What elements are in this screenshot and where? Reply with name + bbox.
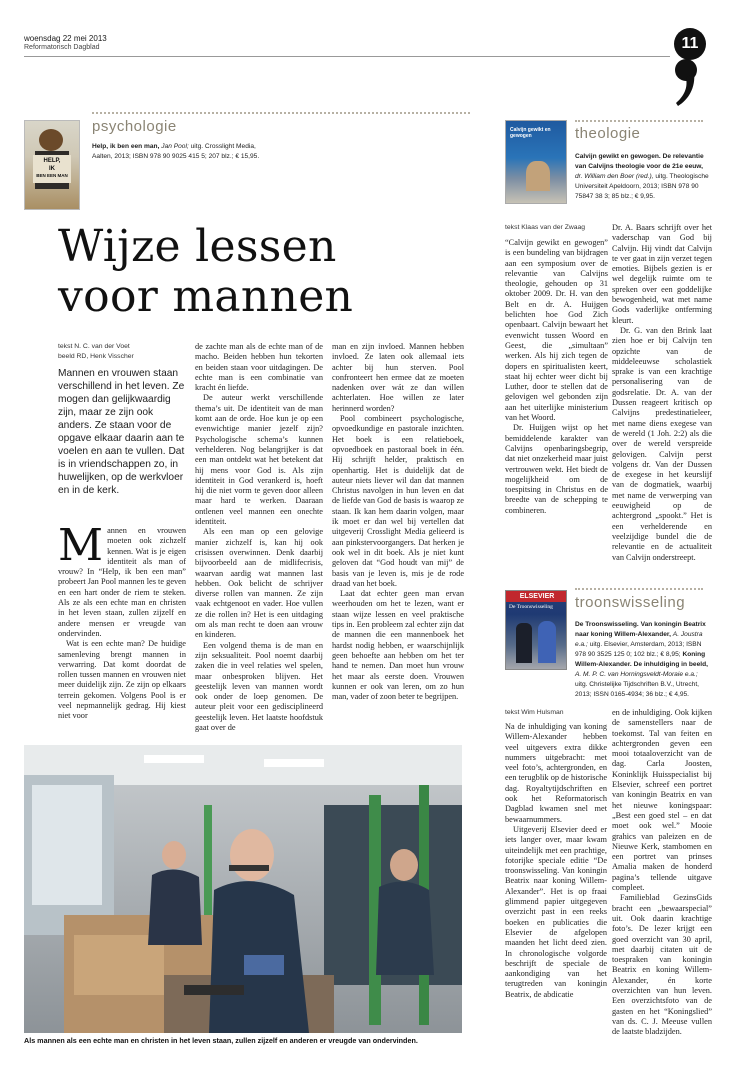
troonswisseling-cover-figure-queen (538, 621, 556, 663)
psychologie-book-details: uitg. Crosslight Media, Aalten, 2013; ISBN 978 90 9025 415 5; 207 blz.; € 15,95. (92, 143, 260, 160)
theologie-column-2 (612, 223, 712, 563)
theologie-col1-p2: Dr. Huijgen wijst op het bemiddelende karakter van Calvijns openbaringsbegrip, dat niet onzekerheid maar juist vertrouwen wekt. Het biedt de mogelijkheid om de toespitsing in Christus en de breedte van de schepping te combineren. (505, 423, 608, 515)
troonswisseling-cover-brand: ELSEVIER (506, 591, 567, 602)
article-col2-p1: de zachte man als de echte man of de macho. Beiden hebben hun tekorten en beiden staan voor uitdagingen. De echte man is een combinatie van kracht én liefde. (195, 342, 323, 393)
theologie-col2-p2: Dr. G. van den Brink laat zien hoe er bij Calvijn ten opzichte van de middeleeuwse scholastiek sprake is van een krachtige personalisering van de godsrelatie. Dr. A. van der Dussen reageert kritisch op Calvijns predestinatieleer, met name diens exegese van de wereld (1 Joh. 2:2) als die over de wereld verspreide gelovigen. Calvijn perst volgens dr. Van der Dussen de exegese in het keurslijf van de dogmatiek, waarbij met name de verwerping van eeuwigheid op de achtergrond „spookt.” Het is een verhelderende en veelzijdige bundel die de relevantie en de actualiteit van Calvijn onderstreept. (612, 325, 712, 562)
article-headline (58, 222, 478, 322)
comma-ornament-icon (672, 58, 700, 108)
drop-cap: M (58, 520, 104, 571)
theologie-book-title: Calvijn gewikt en gewogen. De relevantie van Calvijns theologie voor de 21e eeuw, (575, 153, 704, 170)
cover-sign-line-3: BEN EEN MAN (36, 173, 68, 178)
troonswisseling-section-title: troonswisseling (575, 594, 686, 611)
troonswisseling-section-rule (575, 588, 703, 590)
troonswisseling-byline: tekst Wim Hulsman (505, 709, 564, 716)
theologie-section-title: theologie (575, 125, 641, 142)
troonswisseling-column-2 (612, 708, 712, 1038)
article-column-3 (332, 342, 464, 702)
troonswisseling-book2-details: uitg. Christelijke Tijdschriften B.V., Utrecht, 2013; ISSN 0165-4934; 36 blz.; € 4,95. (575, 681, 699, 698)
troonswisseling-book1-details: uitg. Elsevier, Amsterdam, 2013; ISBN 978 90 3525 125 0; 102 blz.; € 8,95; (575, 641, 702, 658)
article-col2-p2: De auteur werkt verschillende thema’s uit. De identiteit van de man komt aan de orde. Hoe kun je op een evenwichtige manier jezelf zijn? Psychologische schema’s kunnen verhelderen. Nog belangrijker is dat een man ontdekt wat het betekent dat hij mens voor God is. Als zijn identiteit in God verankerd is, hoeft hij die niet vorm te geven door alleen maar hard te werken. Daaraan ontlenen veel mannen een onechte identiteit. (195, 393, 323, 527)
troonswisseling-cover-title: De Troonswisseling (509, 604, 553, 610)
article-col1-p1: annen en vrouwen moeten ook zichzelf kennen. Wat is je eigen identiteit als man of vrouw? In “Help, ik ben een man” probeert Jan Pool mannen les te geven en een hart onder de riem te steken. Als ze als een echte man en christen in het leven staan, zullen zijzelf en andere mensen er vreugde van ondervinden. (58, 526, 186, 638)
theologie-section-rule (575, 120, 703, 122)
psychologie-section-title: psychologie (92, 118, 177, 135)
troonswisseling-column-1 (505, 722, 607, 1000)
theologie-cover-figure (526, 161, 550, 191)
byline-text: tekst N. C. van der Voet (58, 343, 130, 350)
article-col3-p2: Pool combineert psychologische, opvoedkundige en pastorale inzichten. Het boek is een relatieboek, opvoedboek en pastoraal boek in één. Hij schrijft helder, praktisch en openhartig. Het is duidelijk dat de auteur niets liever wil dan dat mannen Christus navolgen in hun leven en dat de liefde van God de basis is waarop ze staan. Ik kan hem daarin volgen, maar ik moet er dan wel bij vertellen dat uitgeverij Crosslight Media gelieerd is aan pinkstervoorgangers. Dat herken je ook wel in dit boek. Als je niet kunt geloven dat “God houdt van mij” de basis van je leven is, mis je de rode draad van het boek. (332, 414, 464, 588)
headline-line-2: voor mannen (58, 271, 354, 322)
article-col2-p3: Als een man op een gelovige manier zichzelf is, kan hij ook crisissen overwinnen. Denk daarbij bijvoorbeeld aan de midlifecrisis, waarvan aardig wat mannen last hebben. Ook belicht de schrijver diverse rollen van mannen. Ze zijn vaak echtgenoot en vader. Hoe vullen ze die rollen in? Het is een uitdaging om als man recht te doen aan vrouw en kinderen. (195, 527, 323, 640)
theologie-col1-p1: “Calvijn gewikt en gewogen” is een bundeling van bijdragen aan een symposium over de relevantie van Calvijns theologie, gehouden op 31 oktober 2009. Dr. H. van den Belt en dr. A. Huijgen belichten hoe God Zich openbaart. Calvijn bewaart het evenwicht tussen Woord en Geest, die „simultaan” werken. Als hij zich tegen de dopers en spiritualisten keert, staat hij echter weer dicht bij Luther, door te stellen dat de gelovigen wel gebonden zijn aan het uiterlijke ministerium van het Woord. (505, 238, 608, 423)
theologie-book-editor: dr. William den Boer (red.), (575, 173, 654, 180)
troonswisseling-book-cover (505, 590, 567, 670)
article-col1-p2: Wat is een echte man? De huidige samenleving brengt mannen in verwarring. Dat komt doordat de rollen tussen mannen en vrouwen niet meer duidelijk zijn. Ze zijn op elkaars terrein gekomen. Volgens Pool is er veel nepmannelijk gedrag. Hij kiest niet voor (58, 639, 186, 721)
troonswisseling-book2-title: Koning Willem-Alexander. De inhuldiging in beeld, (575, 651, 708, 668)
psychologie-section-rule (92, 112, 470, 114)
theologie-byline: tekst Klaas van der Zwaag (505, 224, 586, 231)
troonswisseling-col2-p1: en de inhuldiging. Ook kijken de samenstellers naar de toekomst. Tal van feiten en achtergronden geven een mooi totaaloverzicht van de dag. Carla Joosten, Koninklijk Huisspecialist bij Elsevier, schreef een portret van koningin Beatrix en van het nieuwe koningspaar: „Best een goed stel – en dat moet ook wel.” Mooie grahics van paleizen en de Nieuwe Kerk, stambomen en een portret van prinses Amalia maken de honderd pagina’s tellende uitgave compleet. (612, 708, 712, 893)
article-column-1 (58, 520, 186, 722)
workshop-photo-illustration (24, 745, 462, 1033)
headline-line-1: Wijze lessen (58, 221, 337, 272)
theologie-column-1 (505, 238, 608, 516)
troonswisseling-col1-p2: Uitgeverij Elsevier deed er iets langer over, maar kwam uiteindelijk met een prachtige, fotorijke speciale editie “De troonswisseling. Van koningin Beatrix naar koning Willem-Alexander”. Het is op fraai glimmend papier uitgegeven overzicht past in een reeks boeken en publicaties die Elsevier de afgelopen maanden het licht deed zien. In chronologische volgorde beschrijft de speciale de aankondiging van het terugtreden van koningin Beatrix, de abdicatie (505, 824, 607, 999)
article-byline (58, 342, 186, 362)
theologie-book-info (575, 152, 710, 202)
psychologie-book-title: Help, ik ben een man, (92, 143, 160, 150)
article-column-2 (195, 342, 323, 733)
cover-sign (33, 155, 71, 183)
article-photo (24, 745, 462, 1033)
troonswisseling-col2-p2: Familieblad GezinsGids bracht een „bewaarspecial” uit. Ook daarin krachtige foto’s. De lezer krijgt een goed overzicht van 30 april, met daarbij citaten uit de toespraken van koningin Beatrix en koning Willem-Alexander, én korte overzichten van hun leven. Een overzichtsfoto van de gasten en het “Koningslied” van ds. C. J. Meeuse vullen de laatste bladzijden. (612, 893, 712, 1037)
psychologie-book-cover (24, 120, 80, 210)
theologie-cover-title: Calvijn gewikt en gewogen (510, 127, 551, 139)
article-col3-p1: man en zijn invloed. Mannen hebben invloed. Ze laten ook allemaal iets achter bij hun sterven. Pool confronteert hen ermee dat ze moeten nadenken over wát ze dan willen achterlaten. Hoe willen ze later herinnerd worden? (332, 342, 464, 413)
theologie-book-details: uitg. Theologische Universiteit Apeldoorn, 2013; ISBN 978 90 75847 38 3; 85 blz.; € 9,95. (575, 173, 709, 200)
troonswisseling-cover-figure-king (516, 623, 532, 663)
theologie-col2-p1: Dr. A. Baars schrijft over het vaderschap van God bij Calvijn. Hij vindt dat Calvijn te ver gaat in zijn verzet tegen emoties. Bijbels gezien is er wel degelijk ruimte om te spreken over een goddelijke bewogenheid, wat met name Gods vaderlijke ontferming kleurt. (612, 223, 712, 325)
troonswisseling-book1-title: De Troonswisseling. Van koningin Beatrix naar koning Willem-Alexander, (575, 621, 706, 638)
article-col3-p3: Laat dat echter geen man ervan weerhouden om het te lezen, want er staan wijze lessen en veel praktische tips in. Een probleem zal echter zijn dat de mannen die een mannenboek het hardst nodig hebben, er waarschijnlijk geen behoefte aan hebben om het ter hand te nemen. Dan moet hun vrouw het maar als eerste doen. Vrouwen kunnen er ook van leren, om zo hun man, vader of zoon beter te begrijpen. (332, 589, 464, 702)
byline-photo: beeld RD, Henk Visscher (58, 353, 134, 360)
cover-sign-line-2: IK (49, 166, 55, 172)
photo-caption: Als mannen als een echte man en christen in het leven staan, zullen zijzelf en anderen er vreugde van ondervinden. (24, 1036, 418, 1045)
page-date: woensdag 22 mei 2013 (24, 34, 107, 43)
header-divider (24, 56, 670, 57)
article-col2-p4: Een volgend thema is de man en zijn seksualiteit. Pool noemt daarbij zaken die in veel relaties wel spelen, maar onbesproken blijven. Het geestelijk leven van mannen wordt ook onder de loep genomen. De auteur pleit voor een gedisciplineerd geestelijk leven. Het laatste hoofdstuk gaat over de (195, 640, 323, 732)
article-intro: Mannen en vrouwen staan verschillend in het leven. Ze mogen dan gelijkwaardig zijn, maar ze zijn ook anders. Ze staan voor de opgave elkaar daarin aan te voelen en aan te vullen. Dat is in vriendschappen zo, in huwelijken, op de werkvloer en in de kerk. (58, 368, 185, 496)
newspaper-name: Reformatorisch Dagblad (24, 44, 100, 51)
cover-sign-line-1: HELP, (43, 158, 61, 164)
troonswisseling-col1-p1: Na de inhuldiging van koning Willem-Alexander hebben veel uitgevers extra dikke nummers uitgebracht: met veel foto’s, achtergronden, en een terugblik op de historische dag. Royaltytijdschriften en ook het Reformatorisch Dagblad kwamen snel met bewaarnummers. (505, 722, 607, 824)
theologie-book-cover (505, 120, 567, 204)
psychologie-book-info (92, 142, 268, 162)
psychologie-book-author: Jan Pool; (161, 143, 189, 150)
page-number: 11 (674, 28, 706, 60)
troonswisseling-book2-author: A. M. P. C. van Horningsveldt-Moraie e.a.; (575, 671, 698, 678)
troonswisseling-book1-author: A. Joustra e.a.; (575, 631, 703, 648)
cover-head-shape (39, 129, 63, 151)
troonswisseling-book-info (575, 620, 710, 700)
